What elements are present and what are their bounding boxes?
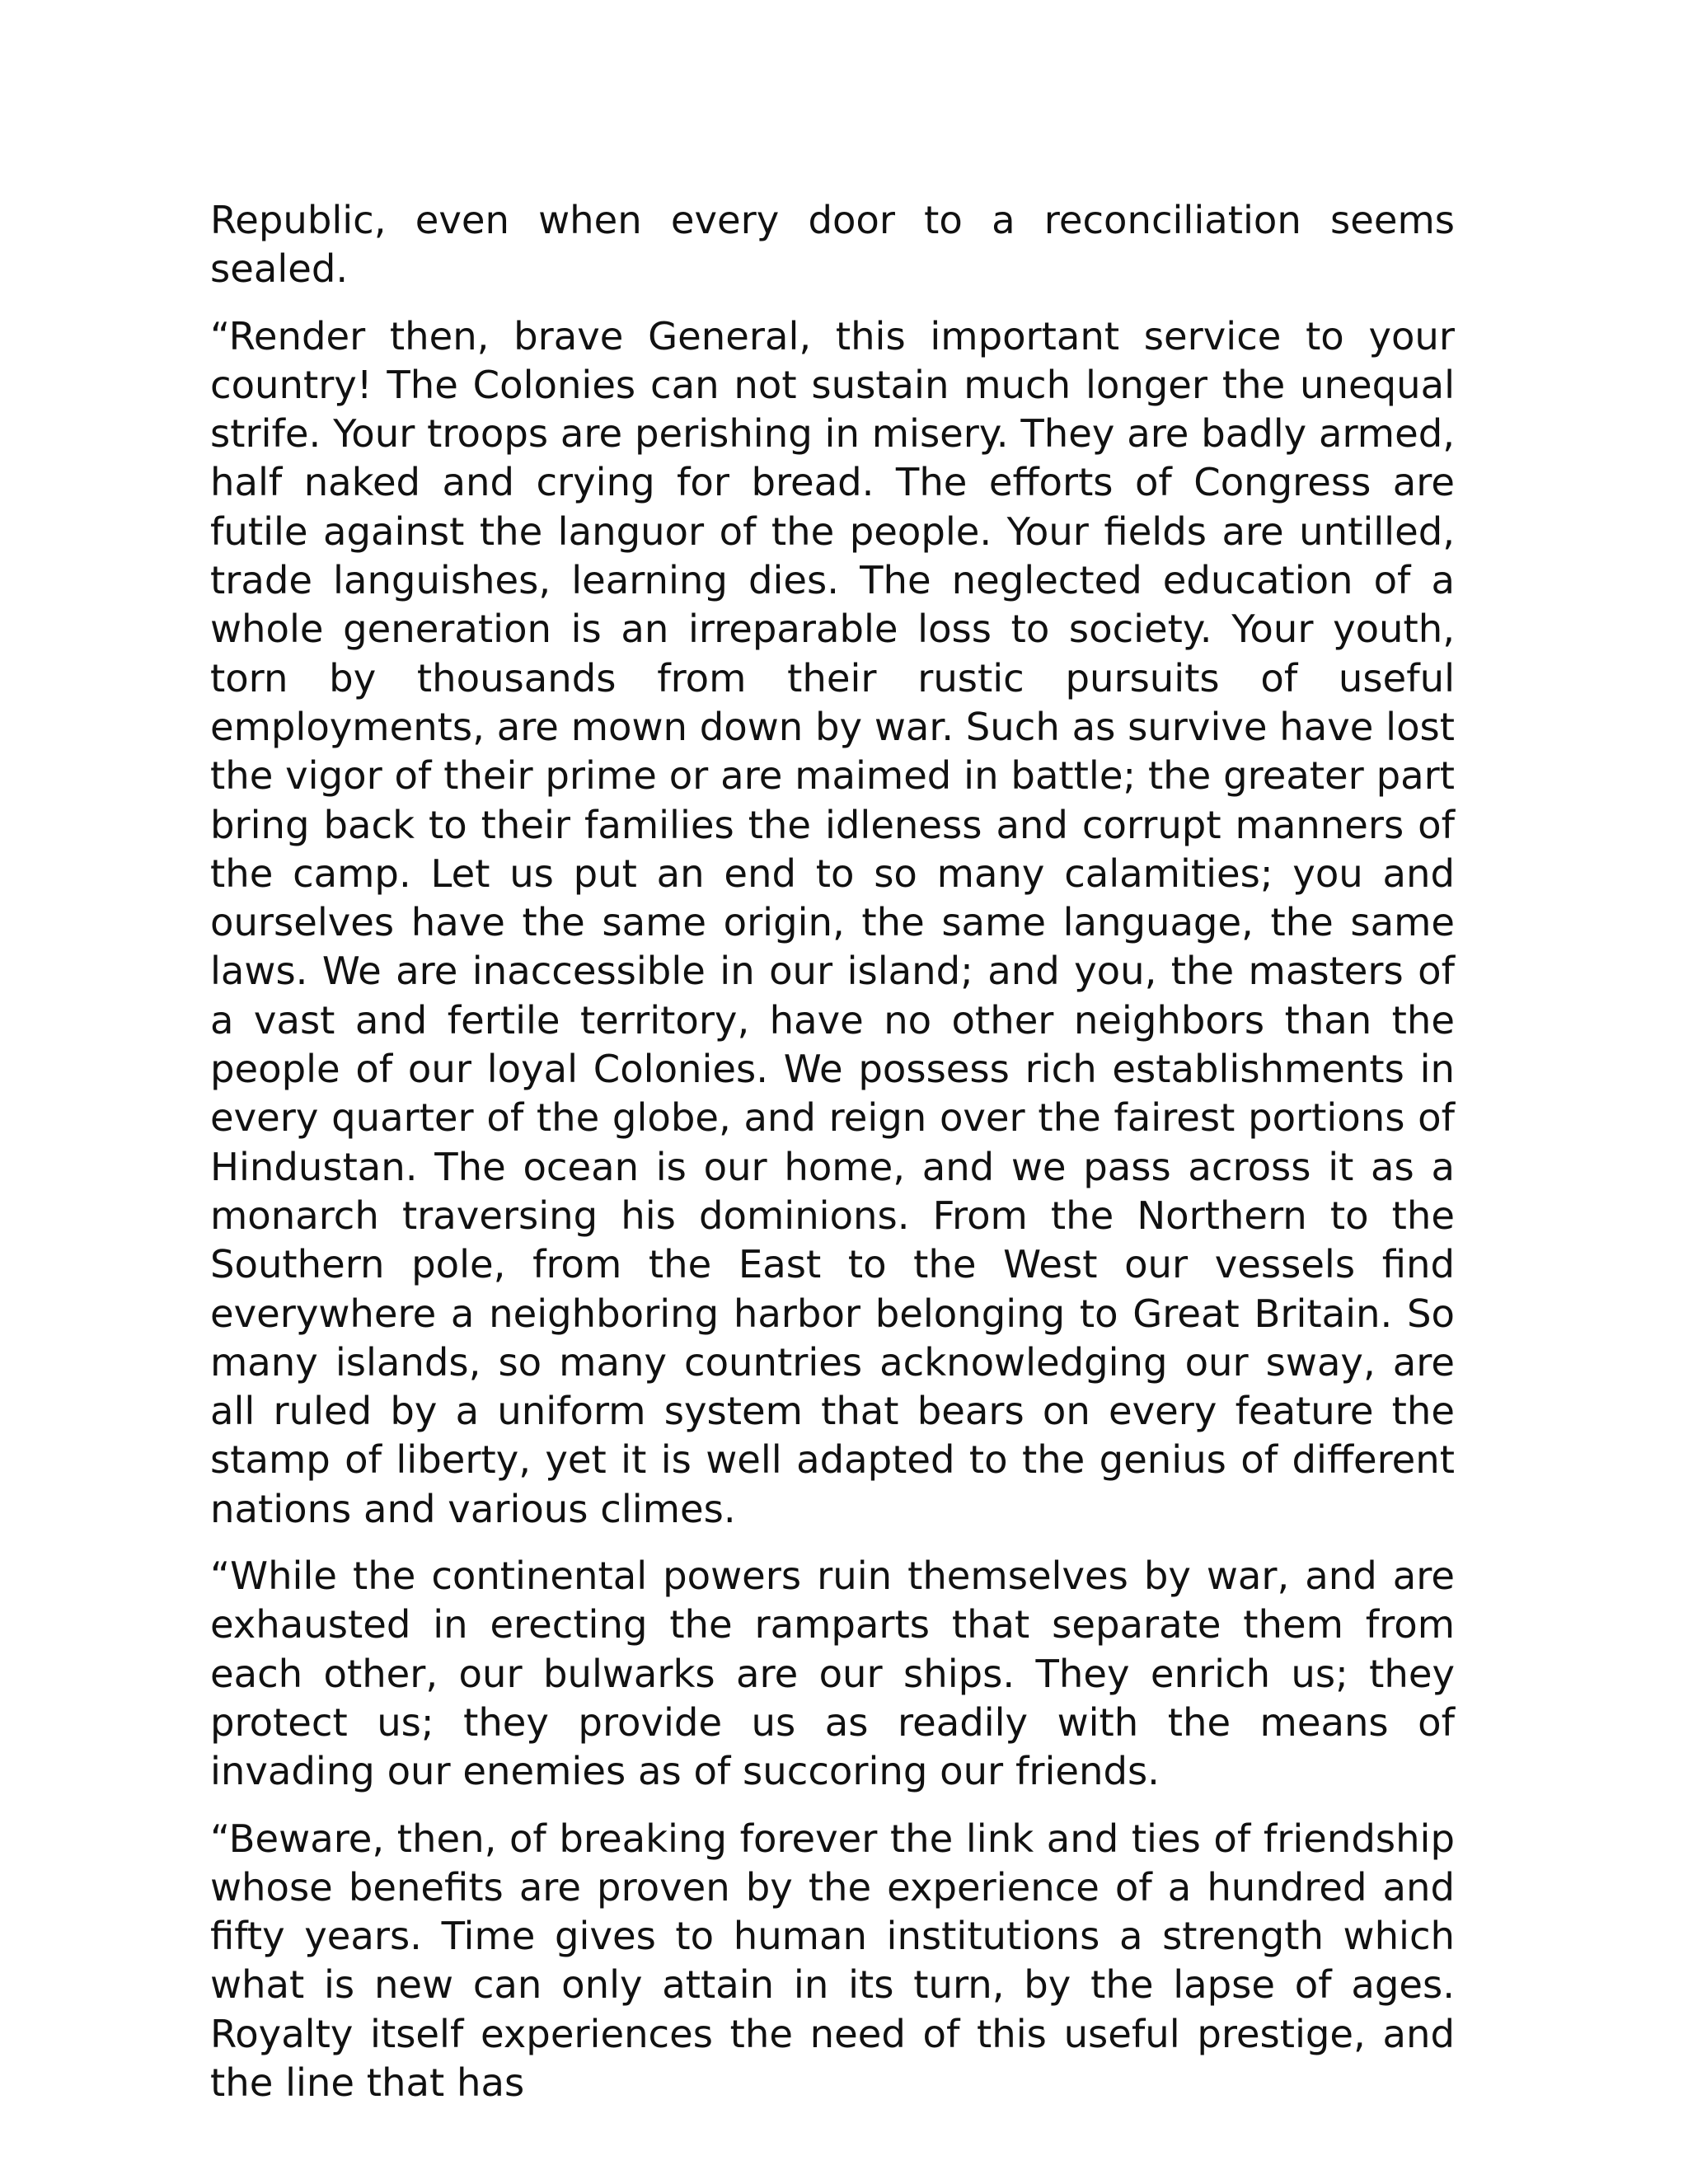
paragraph-2: “Render then, brave General, this important service to your country! The Colonies can not sustain much longer the unequal strife. Your troops are perishing in misery. They are badly armed, half naked and crying for bread. The efforts of Congress are futile against the languor of the people. Your fields are untilled, trade languishes, learning dies. The neglected education of a whole generation is an irreparable loss to society. Your youth, torn by thousands from their rustic pursuits of useful employments, are mown down by war. Such as survive have lost the vigor of their prime or are maimed in battle; the greater part bring back to their families the idleness and corrupt manners of the camp. Let us put an end to so many calamities; you and ourselves have the same origin, the same language, the same laws. We are inaccessible in our island; and you, the masters of a vast and fertile territory, have no other neighbors than the people of our loyal Colonies. We possess rich establishments in every quarter of the globe, and reign over the fairest portions of Hindustan. The ocean is our home, and we pass across it as a monarch traversing his dominions. From the Northern to the Southern pole, from the East to the West our vessels find everywhere a neighboring harbor belonging to Great Britain. So many islands, so many countries acknowledging our sway, are all ruled by a uniform system that bears on every feature the stamp of liberty, yet it is well adapted to the genius of different nations and various climes. <box>210 313 1455 1531</box>
paragraph-3: “While the continental powers ruin themselves by war, and are exhausted in erecting the ramparts that separate them from each other, our bulwarks are our ships. They enrich us; they protect us; they provide us as readily with the means of invading our enemies as of succoring our friends. <box>210 1554 1455 1794</box>
body-text <box>210 196 1455 2125</box>
paragraph-4: “Beware, then, of breaking forever the link and ties of friendship whose benefits are proven by the experience of a hundred and fifty years. Time gives to human institutions a strength which what is new can only attain in its turn, by the lapse of ages. Royalty itself experiences the need of this useful prestige, and the line that has <box>210 1816 1455 2105</box>
paragraph-1: Republic, even when every door to a reconciliation seems sealed. <box>210 198 1455 292</box>
